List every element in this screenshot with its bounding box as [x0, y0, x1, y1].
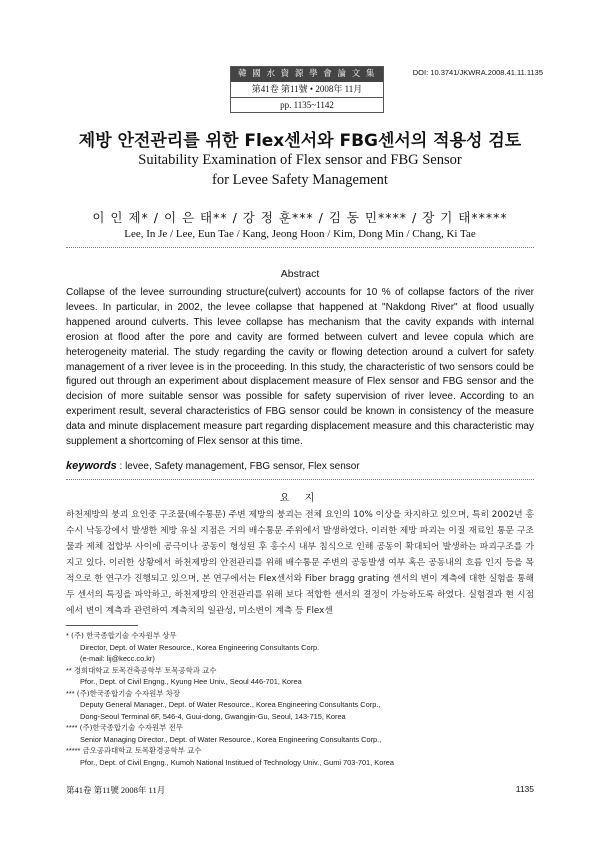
journal-name: 韓 國 水 資 源 學 會 論 文 集: [231, 67, 383, 82]
divider: [66, 479, 534, 480]
journal-pages: pp. 1135~1142: [280, 100, 334, 110]
footnote: * (주) 한국종합기술 수자원부 상무 Director, Dept. of Water Resource., Korea Engineering Consultants Corp. (e-mail: lij@kecc.co.kr): [66, 631, 320, 663]
abstract-body: Collapse of the levee surrounding structure(culvert) accounts for 10 % of collapse factors of the river levees. In particular, in 2002, the levee collapse that happened at "Nakdong River" at flood usually happened around culverts. This levee collapse has mechanism that the cavity expands with internal erosion at flood after the pore and cavity are formed between culvert and levee copula which are heterogeneity material. The study regarding the cavity or flowing detection around a culvert for safety management of a river levee is in the proceeding. In this study, the characteristic of two sensors could be figured out through an experiment about displacement measure of Flex sensor and FBG sensor and the decision of more suitable sensor was possible for safety supervision of river levee. According to an experiment result, several characteristics of FBG sensor could be known in consistency of the measure data and minute displacement measure part regarding displacement measure and this characteristic may supplement a shortcoming of Flex sensor at this time.: [66, 287, 534, 448]
page-number: 1135: [515, 784, 534, 794]
footnote: **** (주)한국종합기술 수자원부 전무 Senior Managing Director., Dept. of Water Resource., Korea Engineering Consultants Corp.,: [66, 723, 382, 744]
summary-heading: 요 지: [279, 493, 321, 504]
footnotes: [66, 630, 536, 768]
authors-korean: 이 인 제* / 이 은 태** / 강 정 훈*** / 김 동 민**** / 장 기 태*****: [92, 210, 508, 225]
divider: [66, 247, 534, 248]
title-english-line2: for Levee Safety Management: [212, 172, 388, 188]
journal-volume: 第41卷 第11號 • 2008年 11月: [231, 82, 383, 98]
keywords-list: : levee, Safety management, FBG sensor, Flex sensor: [119, 461, 360, 472]
title-english-line1: Suitability Examination of Flex sensor and FBG Sensor: [138, 152, 462, 168]
footnote-rule: [66, 625, 138, 626]
title-korean: 제방 안전관리를 위한 Flex센서와 FBG센서의 적용성 검토: [78, 131, 522, 151]
footer-issue: 第41卷 第11號 2008年 11月: [66, 785, 166, 795]
keywords-label: keywords: [66, 460, 117, 472]
doi: DOI: 10.3741/JKWRA.2008.41.11.1135: [412, 68, 543, 77]
keywords: [66, 460, 360, 472]
authors-english: Lee, In Je / Lee, Eun Tae / Kang, Jeong Hoon / Kim, Dong Min / Chang, Ki Tae: [124, 228, 476, 240]
footnote: *** (주)한국종합기술 수자원부 차장 Deputy General Manager., Dept. of Water Resource., Korea Engineering Consultants Corp., Dong-Seoul Terminal 6F, 546-4, Guui-dong, Gwangjin-Gu, Seoul, 143-715, Korea: [66, 688, 381, 721]
journal-header-box: [230, 66, 384, 113]
footnote: ***** 금오공과대학교 토목환경공학부 교수 Pfor., Dept. of Civil Engng., Kumoh National Institued of Technology Univ., Gumi 703-701, Korea: [66, 746, 394, 767]
abstract-heading: Abstract: [280, 268, 320, 280]
summary-body: 하천제방의 붕괴 요인중 구조물(배수통문) 주변 제방의 붕괴는 전체 요인의 10% 이상을 차지하고 있으며, 특히 2002년 홍수시 낙동강에서 발생한 제방 유실 지점은 거의 배수통문 주위에서 발생하였다. 이러한 제방 파괴는 이질 재료인 통문 구조물과 제체 접합부 사이에 공극이나 공동이 형성된 후 홍수시 내부 침식으로 인해 공동이 확대되어 발생하는 파괴구조를 가지고 있다. 이러한 상황에서 하천제방의 안전관리를 위해 배수통문 주변의 공동발생 여부 혹은 공동내의 흐름 인지 등을 목적으로 한 연구가 진행되고 있으며, 본 연구에서는 Flex센서와 Fiber bragg grating 센서의 변이 계측에 대한 실험을 통해 두 센서의 특징을 파악하고, 하천제방의 안전관리를 위해 보다 적합한 센서의 결정이 가능하도록 하였다. 실험결과 현 시점에서 변이 계측과 관련하여 계측치의 일관성, 미소변이 계측 등 Flex센: [66, 510, 534, 616]
footnote: ** 경희대학교 토목건축공학부 토목공학과 교수 Pfor., Dept. of Civil Engng., Kyung Hee Univ., Seoul 446-701, Korea: [66, 665, 302, 686]
